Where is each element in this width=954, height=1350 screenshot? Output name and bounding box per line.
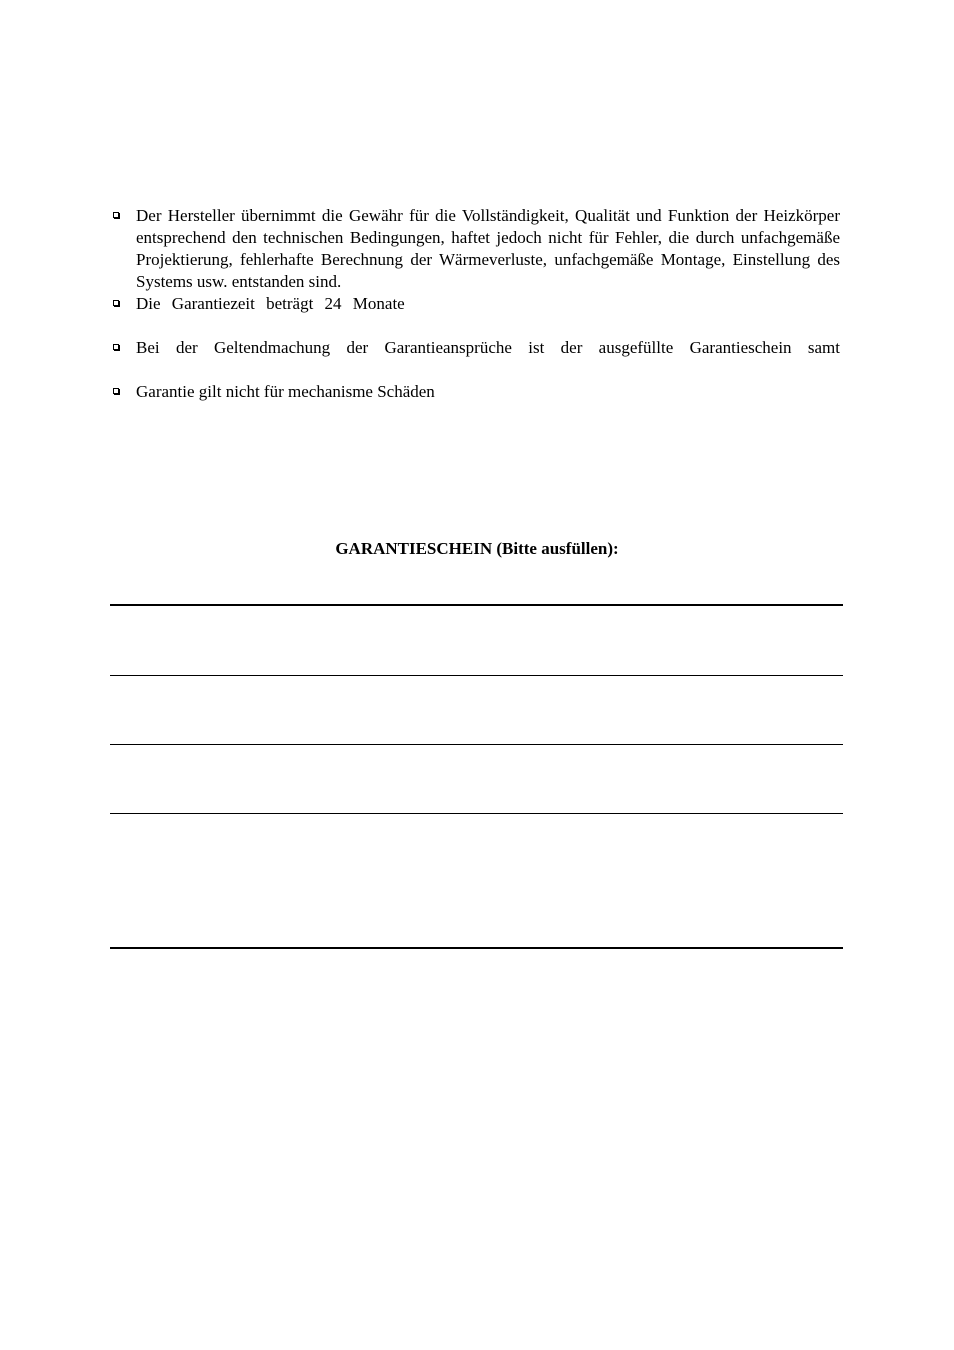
form-line-1[interactable] <box>110 675 843 676</box>
checkbox-bullet-icon <box>113 388 119 394</box>
warranty-card-title: GARANTIESCHEIN (Bitte ausfüllen): <box>335 539 619 558</box>
list-item-text: Die Garantiezeit beträgt 24 Monate <box>136 294 405 313</box>
warranty-terms-list <box>112 205 840 403</box>
list-item-text: Garantie gilt nicht für mechanisme Schäden <box>136 382 435 401</box>
list-item <box>112 205 840 293</box>
checkbox-bullet-icon <box>113 344 119 350</box>
checkbox-bullet-icon <box>113 300 119 306</box>
list-item <box>112 293 840 315</box>
list-item <box>112 381 840 403</box>
form-line-2[interactable] <box>110 744 843 745</box>
form-line-3[interactable] <box>110 813 843 814</box>
list-item-text: Bei der Geltendmachung der Garantieansprüche ist der ausgefüllte Garantieschein samt <box>136 338 840 357</box>
form-line-bottom[interactable] <box>110 947 843 949</box>
list-item-text: Der Hersteller übernimmt die Gewähr für die Vollständigkeit, Qualität und Funktion der Heizkörper entsprechend den technischen Bedingungen, haftet jedoch nicht für Fehler, die durch unfachgemäße Projektierung, fehlerhafte Berechnung der Wärmeverluste, unfachgemäße Montage, Einstellung des Systems usw. entstanden sind. <box>136 206 840 291</box>
list-item <box>112 337 840 359</box>
checkbox-bullet-icon <box>113 212 119 218</box>
form-line-top <box>110 604 843 606</box>
